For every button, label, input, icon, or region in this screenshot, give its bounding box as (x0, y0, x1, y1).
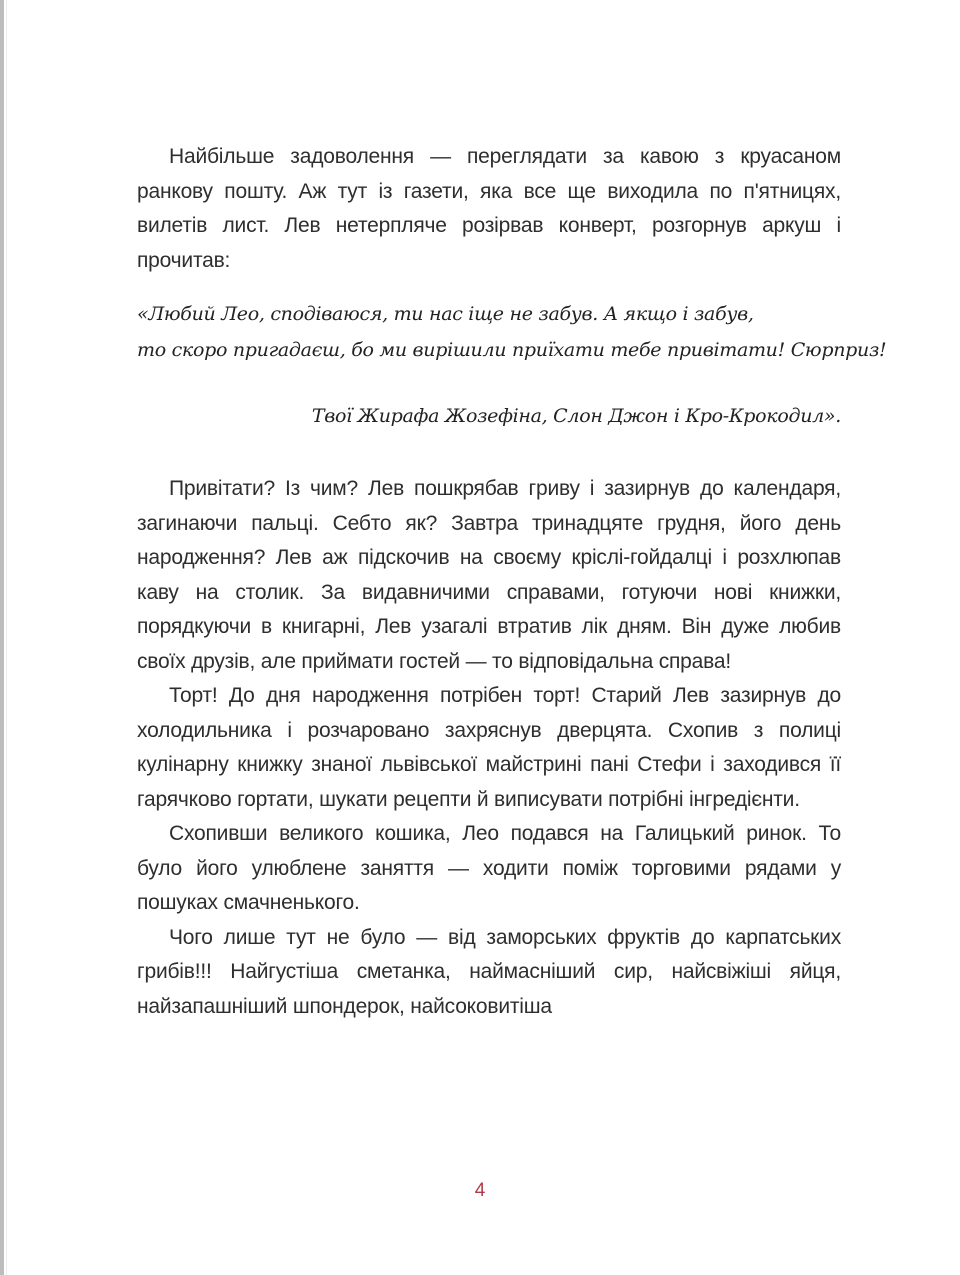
paragraph-market-goods: Чого лише тут не було — від заморських фруктів до карпатських грибів!!! Найгустіша сметанка, наймасніший сир, найсвіжіші яйця, найзапашніший шпондерок, найсоковитіша (137, 925, 841, 1018)
letter-line-1: «Любий Лео, сподіваюся, ти нас іще не забув. А якщо і забув, (137, 303, 754, 325)
page-number: 4 (474, 1180, 486, 1201)
paragraph-birthday-realization: Привітати? Із чим? Лев пошкрябав гриву і зазирнув до календаря, загинаючи пальці. Себто як? Завтра тринадцяте грудня, його день народження? Лев аж підскочив на своєму кріслі-гойдалці і розхлюпав каву на столик. За видавничими справами, готуючи нові книжки, порядкуючи в книгарні, Лев узагалі втратив лік дням. Він дуже любив своїх друзів, але приймати гостей — то відповідальна справа! (137, 477, 841, 673)
paragraph-market: Схопивши великого кошика, Лео подався на Галицький ринок. То було його улюблене заняття — ходити поміж торговими рядами у пошуках смачненького. (137, 822, 841, 914)
letter-line-2: то скоро пригадаєш, бо ми вирішили приїхати тебе привітати! Сюрприз! (137, 339, 887, 361)
page-edge-shadow (0, 0, 4, 1275)
paragraph-morning-mail: Найбільше задоволення — переглядати за кавою з круасаном ранкову пошту. Аж тут із газети, яка все ще виходила по п'ятницях, вилетів лист. Лев нетерпляче розірвав конверт, розгорнув аркуш і прочитав: (137, 145, 841, 272)
page-edge-line (6, 0, 7, 1275)
letter-signature: Твої Жирафа Жозефіна, Слон Джон і Кро-Крокодил». (311, 405, 841, 427)
book-page-text (137, 140, 887, 1024)
letter-text (137, 296, 887, 368)
paragraph-cake: Торт! До дня народження потрібен торт! Старий Лев зазирнув до холодильника і розчаровано захряснув дверцята. Схопив з полиці кулінарну книжку знаної львівської майстрині пані Стефи і заходився її гарячково гортати, шукати рецепти й виписувати потрібні інгредієнти. (137, 684, 841, 811)
